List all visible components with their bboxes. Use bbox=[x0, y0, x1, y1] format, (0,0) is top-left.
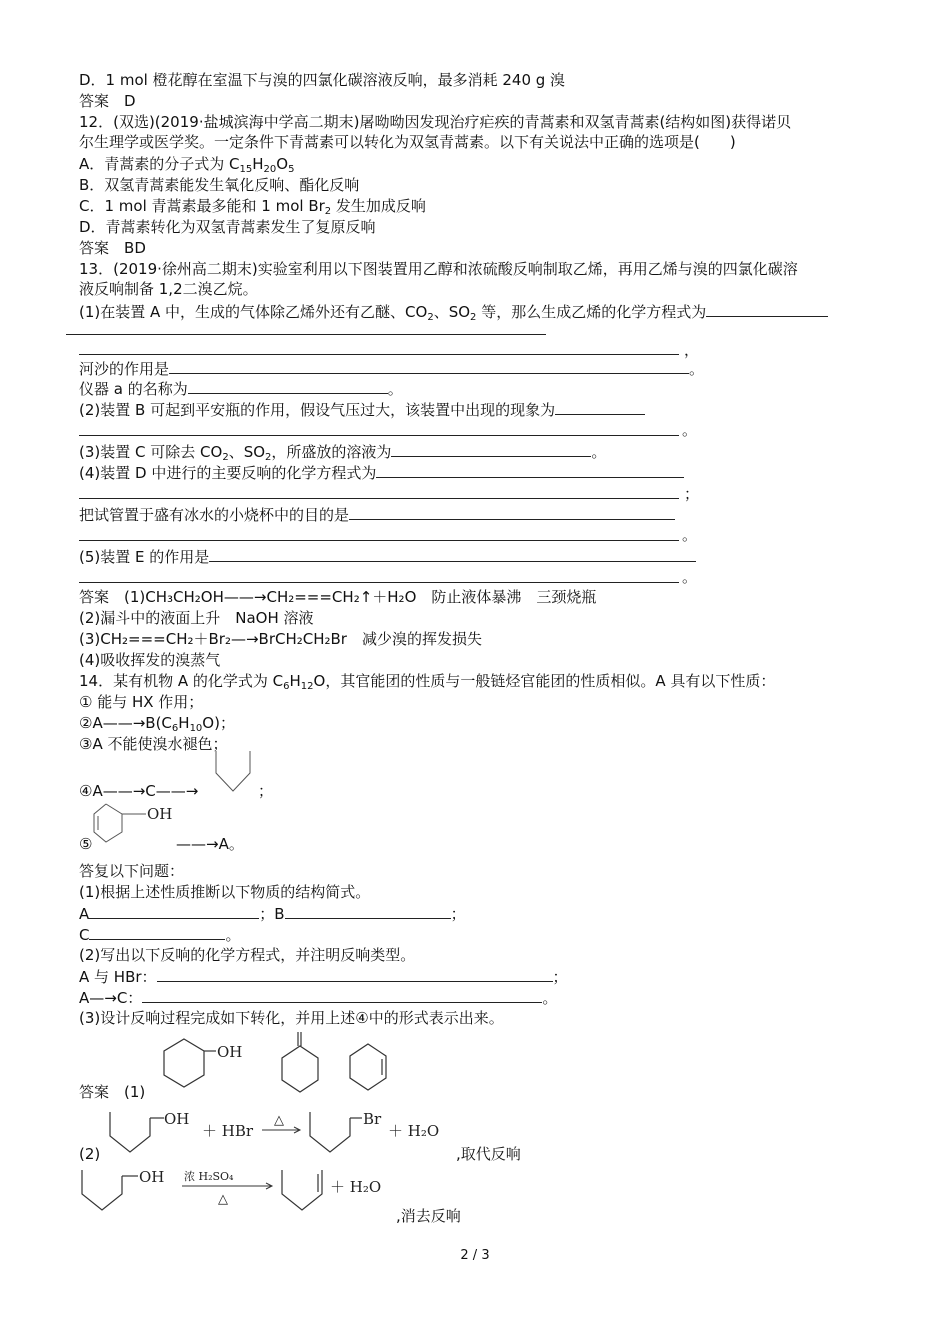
q14-blank-c: C 。 bbox=[79, 926, 241, 944]
svg-text:Br: Br bbox=[363, 1110, 382, 1128]
q13-answer-2: (2)漏斗中的液面上升 NaOH 溶液 bbox=[79, 609, 314, 627]
svg-text:＋ HBr: ＋ HBr bbox=[202, 1122, 254, 1140]
q12-option-b: B．双氢青蒿素能发生氧化反响、酯化反响 bbox=[79, 176, 360, 194]
q12-answer: 答案 BD bbox=[79, 239, 146, 257]
svg-text:△: △ bbox=[274, 1113, 284, 1128]
q13-blank-line-4 bbox=[79, 498, 679, 499]
svg-text:浓 H₂SO₄: 浓 H₂SO₄ bbox=[184, 1170, 234, 1183]
methylenecyclopentane-structure bbox=[276, 1030, 324, 1100]
page-number: 2 / 3 bbox=[460, 1248, 490, 1263]
q13-part4: (4)装置 D 中进行的主要反响的化学方程式为 bbox=[79, 462, 684, 483]
q13-stem-1: 13．(2019·徐州高二期末)实验室利用以下图装置用乙醇和浓硫酸反响制取乙烯，再用乙烯与溴的四氯化碳溶 bbox=[79, 260, 798, 278]
q13-blank-line-2 bbox=[79, 354, 679, 355]
q13-blank-line-1 bbox=[66, 334, 546, 335]
svg-text:OH: OH bbox=[147, 805, 173, 823]
q14-answer-2: (2) bbox=[79, 1145, 101, 1163]
q13-part1: (1)在装置 A 中，生成的气体除乙烯外还有乙醚、$CO_2$、$SO_2$ 等，那么生成乙烯的化学方程式为 bbox=[79, 301, 828, 322]
q13-period-2: 。 bbox=[682, 526, 698, 544]
svg-text:OH: OH bbox=[164, 1110, 190, 1128]
q12-stem-1: 12．(双选)(2019·盐城滨海中学高二期末)屠呦呦因发现治疗疟疾的青蒿素和双氢青蒿素(结构如图)获得诺贝 bbox=[79, 113, 792, 131]
q14-reaction-1: A 与 HBr： ； bbox=[79, 968, 568, 986]
q13-sand-blank: 河沙的作用是 。 bbox=[79, 360, 705, 378]
q13-period-1: 。 bbox=[682, 421, 698, 439]
q14-cond-3: ③A 不能使溴水褪色； bbox=[79, 735, 228, 753]
q13-stem-2: 液反响制备 1,2二溴乙烷。 bbox=[79, 280, 258, 298]
q12-option-d: D．青蒿素转化为双氢青蒿素发生了复原反响 bbox=[79, 218, 376, 236]
q14-cond-5: ⑤ bbox=[79, 835, 93, 853]
q13-answer-4: (4)吸收挥发的溴蒸气 bbox=[79, 651, 221, 669]
q14-sub2: (2)写出以下反响的化学方程式，并注明反响类型。 bbox=[79, 946, 416, 964]
q13-answer-1: 答案 (1)CH₃CH₂OH——→CH₂===CH₂↑＋H₂O 防止液体暴沸 三颈烧瓶 bbox=[79, 588, 597, 606]
q11-option-d: D．1 mol 橙花醇在室温下与溴的四氯化碳溶液反响，最多消耗 240 g 溴 bbox=[79, 71, 566, 89]
q13-period-3: 。 bbox=[682, 568, 698, 586]
q12-option-a: A．青蒿素的分子式为 $C_{15}H_{20}O_5$ bbox=[79, 155, 295, 175]
q13-part5: (5)装置 E 的作用是 bbox=[79, 546, 696, 567]
q13-blank-line-5 bbox=[79, 540, 679, 541]
svg-text:OH: OH bbox=[217, 1043, 243, 1061]
q14-reaction-2: A—→C： 。 bbox=[79, 989, 558, 1007]
svg-text:OH: OH bbox=[139, 1168, 165, 1186]
svg-text:△: △ bbox=[218, 1192, 228, 1207]
q14-sub1: (1)根据上述性质推断以下物质的结构简式。 bbox=[79, 883, 371, 901]
substitution-reaction-equation bbox=[104, 1108, 454, 1160]
q13-blank-line-3 bbox=[79, 435, 679, 436]
q13-part3: (3)装置 C 可除去 $CO_2$、$SO_2$，所盛放的溶液为 。 bbox=[79, 443, 607, 463]
q14-cond-5-arrow: ——→A。 bbox=[176, 835, 244, 853]
q14-cond-4: ④A——→C——→ bbox=[79, 782, 199, 800]
cyclohexanol-structure bbox=[160, 1035, 250, 1101]
svg-text:＋ H₂O: ＋ H₂O bbox=[388, 1122, 440, 1140]
q13-answer-3: (3)CH₂===CH₂＋Br₂—→BrCH₂CH₂Br 减少溴的挥发损失 bbox=[79, 630, 482, 648]
q13-instrument-blank: 仪器 a 的名称为 。 bbox=[79, 380, 403, 398]
q14-answer-prompt: 答复以下问题： bbox=[79, 862, 185, 880]
q14-cond-1: ① 能与 HX 作用； bbox=[79, 693, 204, 711]
q12-stem-2: 尔生理学或医学奖。一定条件下青蒿素可以转化为双氢青蒿素。以下有关说法中正确的选项是( ) bbox=[79, 133, 736, 151]
cyclohexenol-structure bbox=[92, 802, 182, 846]
q13-semicolon: ； bbox=[684, 485, 700, 503]
svg-text:＋ H₂O: ＋ H₂O bbox=[330, 1178, 382, 1196]
cyclohexene-structure bbox=[346, 1042, 394, 1098]
q14-answer-1: 答案 (1) bbox=[79, 1083, 146, 1101]
q12-option-c: C．1 mol 青蒿素最多能和 1 mol $Br_2$ 发生加成反响 bbox=[79, 197, 426, 217]
q14-blanks-ab: A ；B ； bbox=[79, 905, 466, 923]
q14-cond-2: $②A——\to B(C_6H_{10}O)$； bbox=[79, 714, 235, 734]
q11-answer: 答案 D bbox=[79, 92, 136, 110]
q14-cond-4-semicolon: ； bbox=[258, 782, 274, 800]
q14-stem: 14．某有机物 A 的化学式为 $C_6H_{12}O$，其官能团的性质与一般链烃官能团的性质相似。A 具有以下性质： bbox=[79, 672, 776, 692]
q13-comma: ， bbox=[684, 341, 700, 359]
q14-elimination-label: ,消去反响 bbox=[396, 1207, 461, 1225]
cyclohexane-structure bbox=[212, 749, 254, 795]
q14-sub3: (3)设计反响过程完成如下转化，并用上述④中的形式表示出来。 bbox=[79, 1009, 504, 1027]
elimination-reaction-equation bbox=[78, 1166, 398, 1218]
q14-substitution-label: ,取代反响 bbox=[456, 1145, 521, 1163]
q13-part4b: 把试管置于盛有冰水的小烧杯中的目的是 bbox=[79, 504, 675, 525]
q13-blank-line-6 bbox=[79, 582, 679, 583]
q13-part2: (2)装置 B 可起到平安瓶的作用，假设气压过大，该装置中出现的现象为 bbox=[79, 399, 645, 420]
